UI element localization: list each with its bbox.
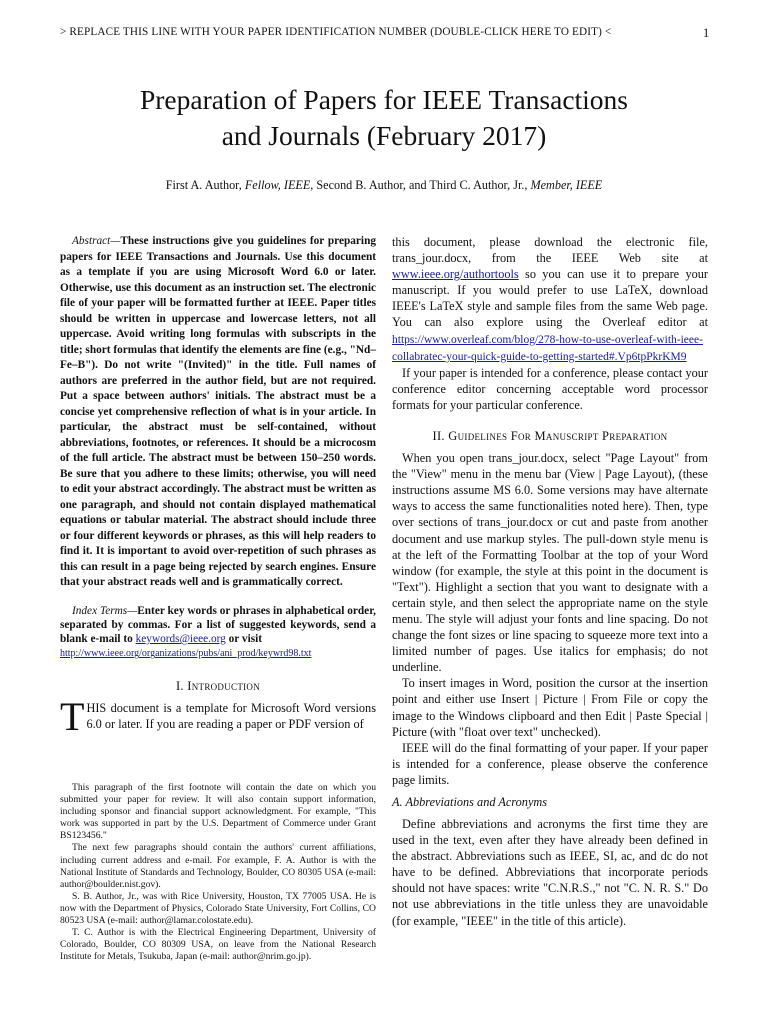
paragraph-insert-images: To insert images in Word, position the cursor at the insertion point and either use Insert | Picture | From File or copy the image to the Windows clipboard and then Edit | Paste Special | Picture (with "float over text" unchecked). bbox=[392, 676, 708, 739]
keywords-url-link[interactable]: http://www.ieee.org/organizations/pubs/ani_prod/keywrd98.txt bbox=[60, 648, 312, 660]
footnote: S. B. Author, Jr., was with Rice University, Houston, TX 77005 USA. He is now with the Department of Physics, Colorado State University, Fort Collins, CO 80523 USA (e-mail: author@lamar.colostate.edu). bbox=[60, 890, 376, 927]
left-column bbox=[60, 234, 376, 739]
paragraph-final-formatting: IEEE will do the final formatting of your paper. If your paper is intended for a conference, please observe the conference page limits. bbox=[392, 740, 708, 787]
section-heading-guidelines: II. Guidelines For Manuscript Preparation bbox=[432, 429, 668, 444]
paragraph-page-layout: When you open trans_jour.docx, select "Page Layout" from the "View" menu in the menu bar (View | Page Layout), (these instructions assume MS 6.0. Some versions may have alternate ways to access the same functionalities noted here). Then, type over sections of trans_jour.docx or cut and paste from another document and use markup styles. The pull-down style menu is at the left of the Formatting Toolbar at the top of your Word window (for example, the style at this point in the document is "Text"). Highlight a section that you want to designate with a certain style, and then select the appropriate name on the style menu. The style will adjust your fonts and line spacing. Do not change the font sizes or line spacing to squeeze more text into a limited number of pages. Use italics for emphasis; do not underline. bbox=[392, 451, 708, 675]
footnotes bbox=[60, 782, 376, 963]
paragraph-abbreviations: Define abbreviations and acronyms the first time they are used in the text, even after they have already been defined in the abstract. Abbreviations such as IEEE, SI, ac, and dc do not have to be defined. Abbreviations that incorporate periods should not have spaces: write "C.N.R.S.," not "C. N. R. S." Do not use abbreviations in the title unless they are unavoidable (for example, "IEEE" in the title of this article). bbox=[392, 817, 708, 928]
right-column bbox=[392, 234, 708, 929]
footnote: This paragraph of the first footnote will contain the date on which you submitted your paper for review. It will also contain support information, including sponsor and financial support acknowledgment. For example, "This work was supported in part by the U.S. Department of Commerce under Grant BS123456." bbox=[60, 782, 376, 842]
footnote: The next few paragraphs should contain the authors' current affiliations, including current address and e-mail. For example, F. A. Author is with the National Institute of Standards and Technology, Boulder, CO 80305 USA (e-mail: author@boulder.nist.gov). bbox=[60, 842, 376, 890]
footnote: T. C. Author is with the Electrical Engineering Department, University of Colorado, Boulder, CO 80309 USA, on leave from the National Research Institute for Metals, Tsukuba, Japan (e-mail: author@nrim.go.jp). bbox=[60, 927, 376, 963]
paragraph-download bbox=[392, 234, 708, 365]
paragraph-text: so you can use it to prepare your manuscript. If you would prefer to use LaTeX, download IEEE's LaTeX style and sample files from the same Web page. You can also explore using the Overleaf editor at bbox=[392, 267, 708, 330]
author-line bbox=[60, 178, 708, 193]
author-3-role: Member, IEEE bbox=[530, 178, 603, 192]
drop-cap: T bbox=[60, 693, 85, 739]
author-2-3: , Second B. Author, and Third C. Author, Jr., bbox=[310, 178, 531, 192]
paragraph-conference: If your paper is intended for a conference, please contact your conference editor concerning acceptable word processor formats for your particular conference. bbox=[392, 365, 708, 412]
abstract-lead: Abstract— bbox=[72, 235, 121, 247]
author-1: First A. Author, bbox=[165, 178, 245, 192]
index-terms-lead: Index Terms— bbox=[72, 604, 138, 617]
index-terms-text-2: or visit bbox=[225, 633, 263, 646]
paragraph-text: this document, please download the electronic file, trans_jour.docx, from the IEEE Web site at bbox=[392, 235, 708, 266]
section-heading-introduction: I. Introduction bbox=[175, 678, 261, 693]
author-1-role: Fellow, IEEE bbox=[244, 178, 311, 192]
running-head: > REPLACE THIS LINE WITH YOUR PAPER IDENTIFICATION NUMBER (DOUBLE-CLICK HERE TO EDIT) < bbox=[60, 26, 612, 38]
paper-title bbox=[50, 82, 718, 154]
authortools-link[interactable]: www.ieee.org/authortools bbox=[392, 267, 519, 282]
abstract bbox=[60, 234, 376, 591]
page-number: 1 bbox=[703, 26, 710, 40]
subsection-heading-abbreviations: A. Abbreviations and Acronyms bbox=[392, 795, 548, 809]
keywords-email-link[interactable]: keywords@ieee.org bbox=[135, 633, 226, 646]
index-terms-text: Enter key words or phrases in alphabetical order, separated by commas. For a list of suggested keywords, send a blank e-mail to bbox=[60, 604, 376, 646]
title-line-2: and Journals (February 2017) bbox=[221, 120, 547, 151]
index-terms bbox=[60, 604, 376, 662]
title-line-1: Preparation of Papers for IEEE Transactions bbox=[139, 84, 629, 115]
introduction-paragraph bbox=[60, 693, 376, 739]
introduction-text: HIS document is a template for Microsoft Word versions 6.0 or later. If you are reading a paper or PDF version of bbox=[86, 700, 376, 732]
abstract-text: These instructions give you guidelines for preparing papers for IEEE Transactions and Journals. Use this document as a template if you are using Microsoft Word 6.0 or later. Otherwise, use this document as an instruction set. The electronic file of your paper will be formatted further at IEEE. Paper titles should be written in uppercase and lowercase letters, not all uppercase. Avoid writing long formulas with subscripts in the title; short formulas that identify the elements are fine (e.g., "Nd–Fe–B"). Do not write "(Invited)" in the title. Full names of authors are preferred in the author field, but are not required. Put a space between authors' initials. The abstract must be a concise yet comprehensive reflection of what is in your article. In particular, the abstract must be self-contained, without abbreviations, footnotes, or references. It should be a microcosm of the full article. The abstract must be between 150–250 words. Be sure that you adhere to these limits; otherwise, you will need to edit your abstract accordingly. The abstract must be written as one paragraph, and should not contain displayed mathematical equations or tabular material. The abstract should include three or four different keywords or phrases, as this will help readers to find it. It is important to avoid over-repetition of such phrases as this can result in a page being rejected by search engines. Ensure that your abstract reads well and is grammatically correct. bbox=[60, 235, 376, 588]
overleaf-link[interactable]: https://www.overleaf.com/blog/278-how-to-use-overleaf-with-ieee-collabratec-your-quick-guide-to-getting-started#.Vp6tpPkrKM9 bbox=[392, 333, 703, 363]
